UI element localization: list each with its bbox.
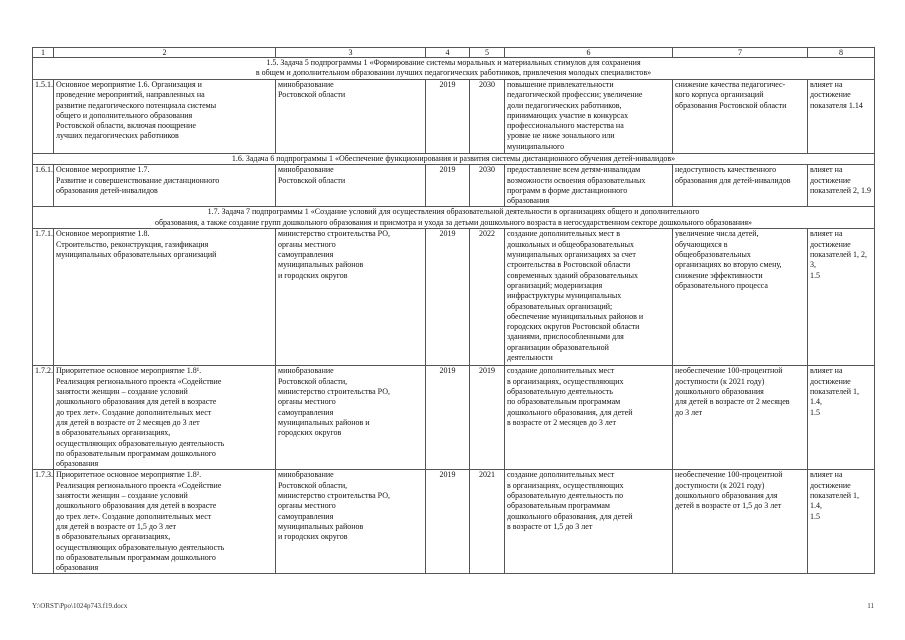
measure-name: Приоритетное основное мероприятие 1.8². Реализация регионального проекта «Содействие занятости женщин – создание условий дошкольного образования для детей в возрасте до трех лет». Создание дополнительных мест для детей в возрасте от 1,5 до 3 лет в образовательных организациях, осуществляющих образовательную деятельность по образовательным программам дошкольного образования <box>54 470 276 574</box>
expected-result: повышение привлекательности педагогической профессии; увеличение доли педагогических работников, принимающих участие в конкурсах профессионального мастерства на уровне не ниже зонального или муниципального <box>505 80 673 154</box>
column-number: 5 <box>470 48 505 58</box>
column-number: 2 <box>54 48 276 58</box>
measures-table <box>32 47 875 574</box>
start-year: 2019 <box>426 366 470 470</box>
executor: минобразование Ростовской области, министерство строительства РО, органы местного самоуправления муниципальных районов и городских округов <box>276 366 426 470</box>
column-number: 4 <box>426 48 470 58</box>
column-number: 1 <box>33 48 54 58</box>
column-number: 8 <box>808 48 875 58</box>
table-row <box>33 80 875 154</box>
measure-name: Основное мероприятие 1.6. Организация и проведение мероприятий, направленных на развитие педагогического потенциала системы общего и дополнительного образования Ростовской области, включая поощрение лучших педагогических работников <box>54 80 276 154</box>
non-implementation-consequence: увеличение числа детей, обучающихся в общеобразовательных организациях во вторую смену, снижение эффективности образовательного процесса <box>673 229 808 366</box>
task-row <box>33 207 875 229</box>
measure-name: Основное мероприятие 1.7. Развитие и совершенствование дистанционного образования детей-инвалидов <box>54 165 276 207</box>
expected-result: создание дополнительных мест в дошкольных и общеобразовательных муниципальных организациях за счет строительства в Ростовской области современных зданий образовательных организаций; модернизация инфраструктуры муниципальных образовательных организаций; обеспечение муниципальных районов и городских округов Ростовской области зданиями, приспособленными для организации образовательной деятельности <box>505 229 673 366</box>
non-implementation-consequence: недоступность качественного образования для детей-инвалидов <box>673 165 808 207</box>
indicator-link: влияет на достижение показателей 1, 2, 3, 1.5 <box>808 229 875 366</box>
start-year: 2019 <box>426 470 470 574</box>
task-row <box>33 154 875 165</box>
page-number: 11 <box>867 602 874 610</box>
file-path: Y:\ORST\Ppo\1024p743.f19.docx <box>32 602 128 610</box>
column-number: 7 <box>673 48 808 58</box>
end-year: 2030 <box>470 80 505 154</box>
column-number: 3 <box>276 48 426 58</box>
indicator-link: влияет на достижение показателей 1, 1.4, 1.5 <box>808 366 875 470</box>
executor: минобразование Ростовской области <box>276 80 426 154</box>
row-number: 1.5.1. <box>33 80 54 154</box>
row-number: 1.7.3. <box>33 470 54 574</box>
table-row <box>33 229 875 366</box>
non-implementation-consequence: необеспечение 100-процентной доступности (к 2021 году) дошкольного образования для детей в возрасте от 1,5 до 3 лет <box>673 470 808 574</box>
expected-result: предоставление всем детям-инвалидам возможности освоения образовательных программ в форме дистанционного образования <box>505 165 673 207</box>
end-year: 2021 <box>470 470 505 574</box>
end-year: 2019 <box>470 366 505 470</box>
column-number-row <box>33 48 875 58</box>
non-implementation-consequence: необеспечение 100-процентной доступности (к 2021 году) дошкольного образования для детей в возрасте от 2 месяцев до 3 лет <box>673 366 808 470</box>
executor: минобразование Ростовской области <box>276 165 426 207</box>
row-number: 1.6.1. <box>33 165 54 207</box>
start-year: 2019 <box>426 229 470 366</box>
task-heading: 1.7. Задача 7 подпрограммы 1 «Создание условий для осуществления образовательной деятельности в организациях общего и дополнительного образования, а также создание групп дошкольного образования и присмотра и ухода за детьми дошкольного возраста в негосударственном секторе дошкольного образования» <box>33 207 875 229</box>
table-row <box>33 366 875 470</box>
end-year: 2030 <box>470 165 505 207</box>
task-heading: 1.6. Задача 6 подпрограммы 1 «Обеспечение функционирования и развития системы дистанционного обучения детей-инвалидов» <box>33 154 875 165</box>
expected-result: создание дополнительных мест в организациях, осуществляющих образовательную деятельность по образовательным программам дошкольного образования, для детей в возрасте от 2 месяцев до 3 лет <box>505 366 673 470</box>
table-row <box>33 165 875 207</box>
measure-name: Основное мероприятие 1.8. Строительство, реконструкция, газификация муниципальных образовательных организаций <box>54 229 276 366</box>
table-row <box>33 470 875 574</box>
column-number: 6 <box>505 48 673 58</box>
indicator-link: влияет на достижение показателей 2, 1.9 <box>808 165 875 207</box>
expected-result: создание дополнительных мест в организациях, осуществляющих образовательную деятельность по образовательным программам дошкольного образования, для детей в возрасте от 1,5 до 3 лет <box>505 470 673 574</box>
row-number: 1.7.1. <box>33 229 54 366</box>
non-implementation-consequence: снижение качества педагогичес- кого корпуса организаций образования Ростовской области <box>673 80 808 154</box>
task-row <box>33 58 875 80</box>
executor: минобразование Ростовской области, министерство строительства РО, органы местного самоуправления муниципальных районов и городских округов <box>276 470 426 574</box>
end-year: 2022 <box>470 229 505 366</box>
indicator-link: влияет на достижение показателя 1.14 <box>808 80 875 154</box>
measure-name: Приоритетное основное мероприятие 1.8¹. Реализация регионального проекта «Содействие занятости женщин – создание условий дошкольного образования для детей в возрасте до трех лет». Создание дополнительных мест для детей в возрасте от 2 месяцев до 3 лет в образовательных организациях, осуществляющих образовательную деятельность по образовательным программам дошкольного образования <box>54 366 276 470</box>
row-number: 1.7.2. <box>33 366 54 470</box>
indicator-link: влияет на достижение показателей 1, 1.4, 1.5 <box>808 470 875 574</box>
start-year: 2019 <box>426 165 470 207</box>
start-year: 2019 <box>426 80 470 154</box>
executor: министерство строительства РО, органы местного самоуправления муниципальных районов и городских округов <box>276 229 426 366</box>
task-heading: 1.5. Задача 5 подпрограммы 1 «Формирование системы моральных и материальных стимулов для сохранения в общем и дополнительном образовании лучших педагогических работников, привлечения молодых специалистов» <box>33 58 875 80</box>
